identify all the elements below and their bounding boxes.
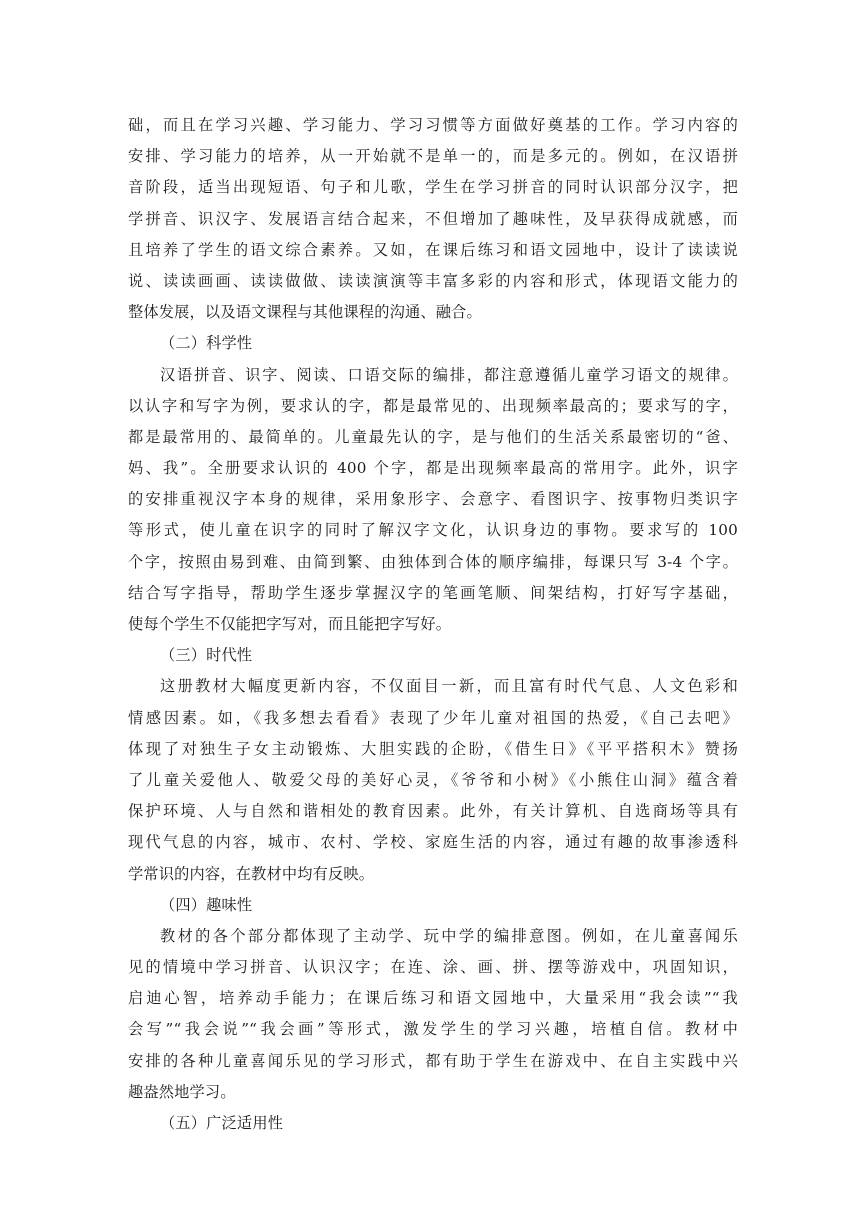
paragraph-line: 会写”“我会说”“我会画”等形式，激发学生的学习兴趣，培植自信。教材中 <box>128 1020 738 1039</box>
paragraph-line: 安排、学习能力的培养，从一开始就不是单一的，而是多元的。例如，在汉语拼 <box>128 147 738 166</box>
paragraph-line: 个字，按照由易到难、由简到繁、由独体到合体的顺序编排，每课只写 3-4 个字。 <box>128 552 738 571</box>
paragraph-line: 整体发展，以及语文课程与其他课程的沟通、融合。 <box>128 303 482 322</box>
paragraph-line: 了儿童关爱他人、敬爱父母的美好心灵，《爷爷和小树》《小熊住山洞》蕴含着 <box>128 770 738 789</box>
paragraph-line: 这册教材大幅度更新内容，不仅面目一新，而且富有时代气息、人文色彩和 <box>160 677 738 696</box>
paragraph-line: 安排的各种儿童喜闻乐见的学习形式，都有助于学生在游戏中、在自主实践中兴 <box>128 1051 738 1070</box>
paragraph-line: 教材的各个部分都体现了主动学、玩中学的编排意图。例如，在儿童喜闻乐 <box>160 926 738 945</box>
paragraph-line: 体现了对独生子女主动锻炼、大胆实践的企盼，《借生日》《平平搭积木》赞扬 <box>128 739 738 758</box>
paragraph-line: 见的情境中学习拼音、认识汉字；在连、涂、画、拼、摆等游戏中，巩固知识， <box>128 958 738 977</box>
paragraph-line: 学常识的内容，在教材中均有反映。 <box>128 864 375 883</box>
paragraph-line: 结合写字指导，帮助学生逐步掌握汉字的笔画笔顺、间架结构，打好写字基础， <box>128 583 738 602</box>
paragraph-line: 妈、我”。全册要求认识的 400 个字，都是出现频率最高的常用字。此外，识字 <box>128 459 738 478</box>
paragraph-line: 现代气息的内容，城市、农村、学校、家庭生活的内容，通过有趣的故事渗透科 <box>128 833 738 852</box>
section-heading: （二）科学性 <box>160 334 253 353</box>
paragraph-line: 学拼音、识汉字、发展语言结合起来，不但增加了趣味性，及早获得成就感，而 <box>128 209 738 228</box>
paragraph-line: 保护环境、人与自然和谐相处的教育因素。此外，有关计算机、自选商场等具有 <box>128 802 738 821</box>
paragraph-line: 汉语拼音、识字、阅读、口语交际的编排，都注意遵循儿童学习语文的规律。 <box>160 365 738 384</box>
paragraph-line: 础，而且在学习兴趣、学习能力、学习习惯等方面做好奠基的工作。学习内容的 <box>128 116 738 134</box>
paragraph-line: 音阶段，适当出现短语、句子和儿歌，学生在学习拼音的同时认识部分汉字，把 <box>128 178 738 197</box>
paragraph-line: 情感因素。如，《我多想去看看》表现了少年儿童对祖国的热爱，《自己去吧》 <box>128 708 738 727</box>
section-heading: （三）时代性 <box>160 646 253 665</box>
section-heading: （四）趣味性 <box>160 895 253 914</box>
paragraph-line: 说、读读画画、读读做做、读读演演等丰富多彩的内容和形式，体现语文能力的 <box>128 271 738 290</box>
paragraph-line: 趣盎然地学习。 <box>128 1082 236 1101</box>
paragraph-line: 且培养了学生的语文综合素养。又如，在课后练习和语文园地中，设计了读读说 <box>128 240 738 259</box>
paragraph-line: 以认字和写字为例，要求认的字，都是最常见的、出现频率最高的；要求写的字， <box>128 396 738 415</box>
section-heading: （五）广泛适用性 <box>160 1114 284 1132</box>
paragraph-line: 都是最常用的、最简单的。儿童最先认的字，是与他们的生活关系最密切的“爸、 <box>128 427 738 446</box>
paragraph-line: 的安排重视汉字本身的规律，采用象形字、会意字、看图识字、按事物归类识字 <box>128 490 738 509</box>
paragraph-line: 启迪心智，培养动手能力；在课后练习和语文园地中，大量采用“我会读”“我 <box>128 989 738 1008</box>
paragraph-line: 等形式，使儿童在识字的同时了解汉字文化，认识身边的事物。要求写的 100 <box>128 521 738 540</box>
paragraph-line: 使每个学生不仅能把字写对，而且能把字写好。 <box>128 615 452 633</box>
document-body <box>128 110 738 1139</box>
